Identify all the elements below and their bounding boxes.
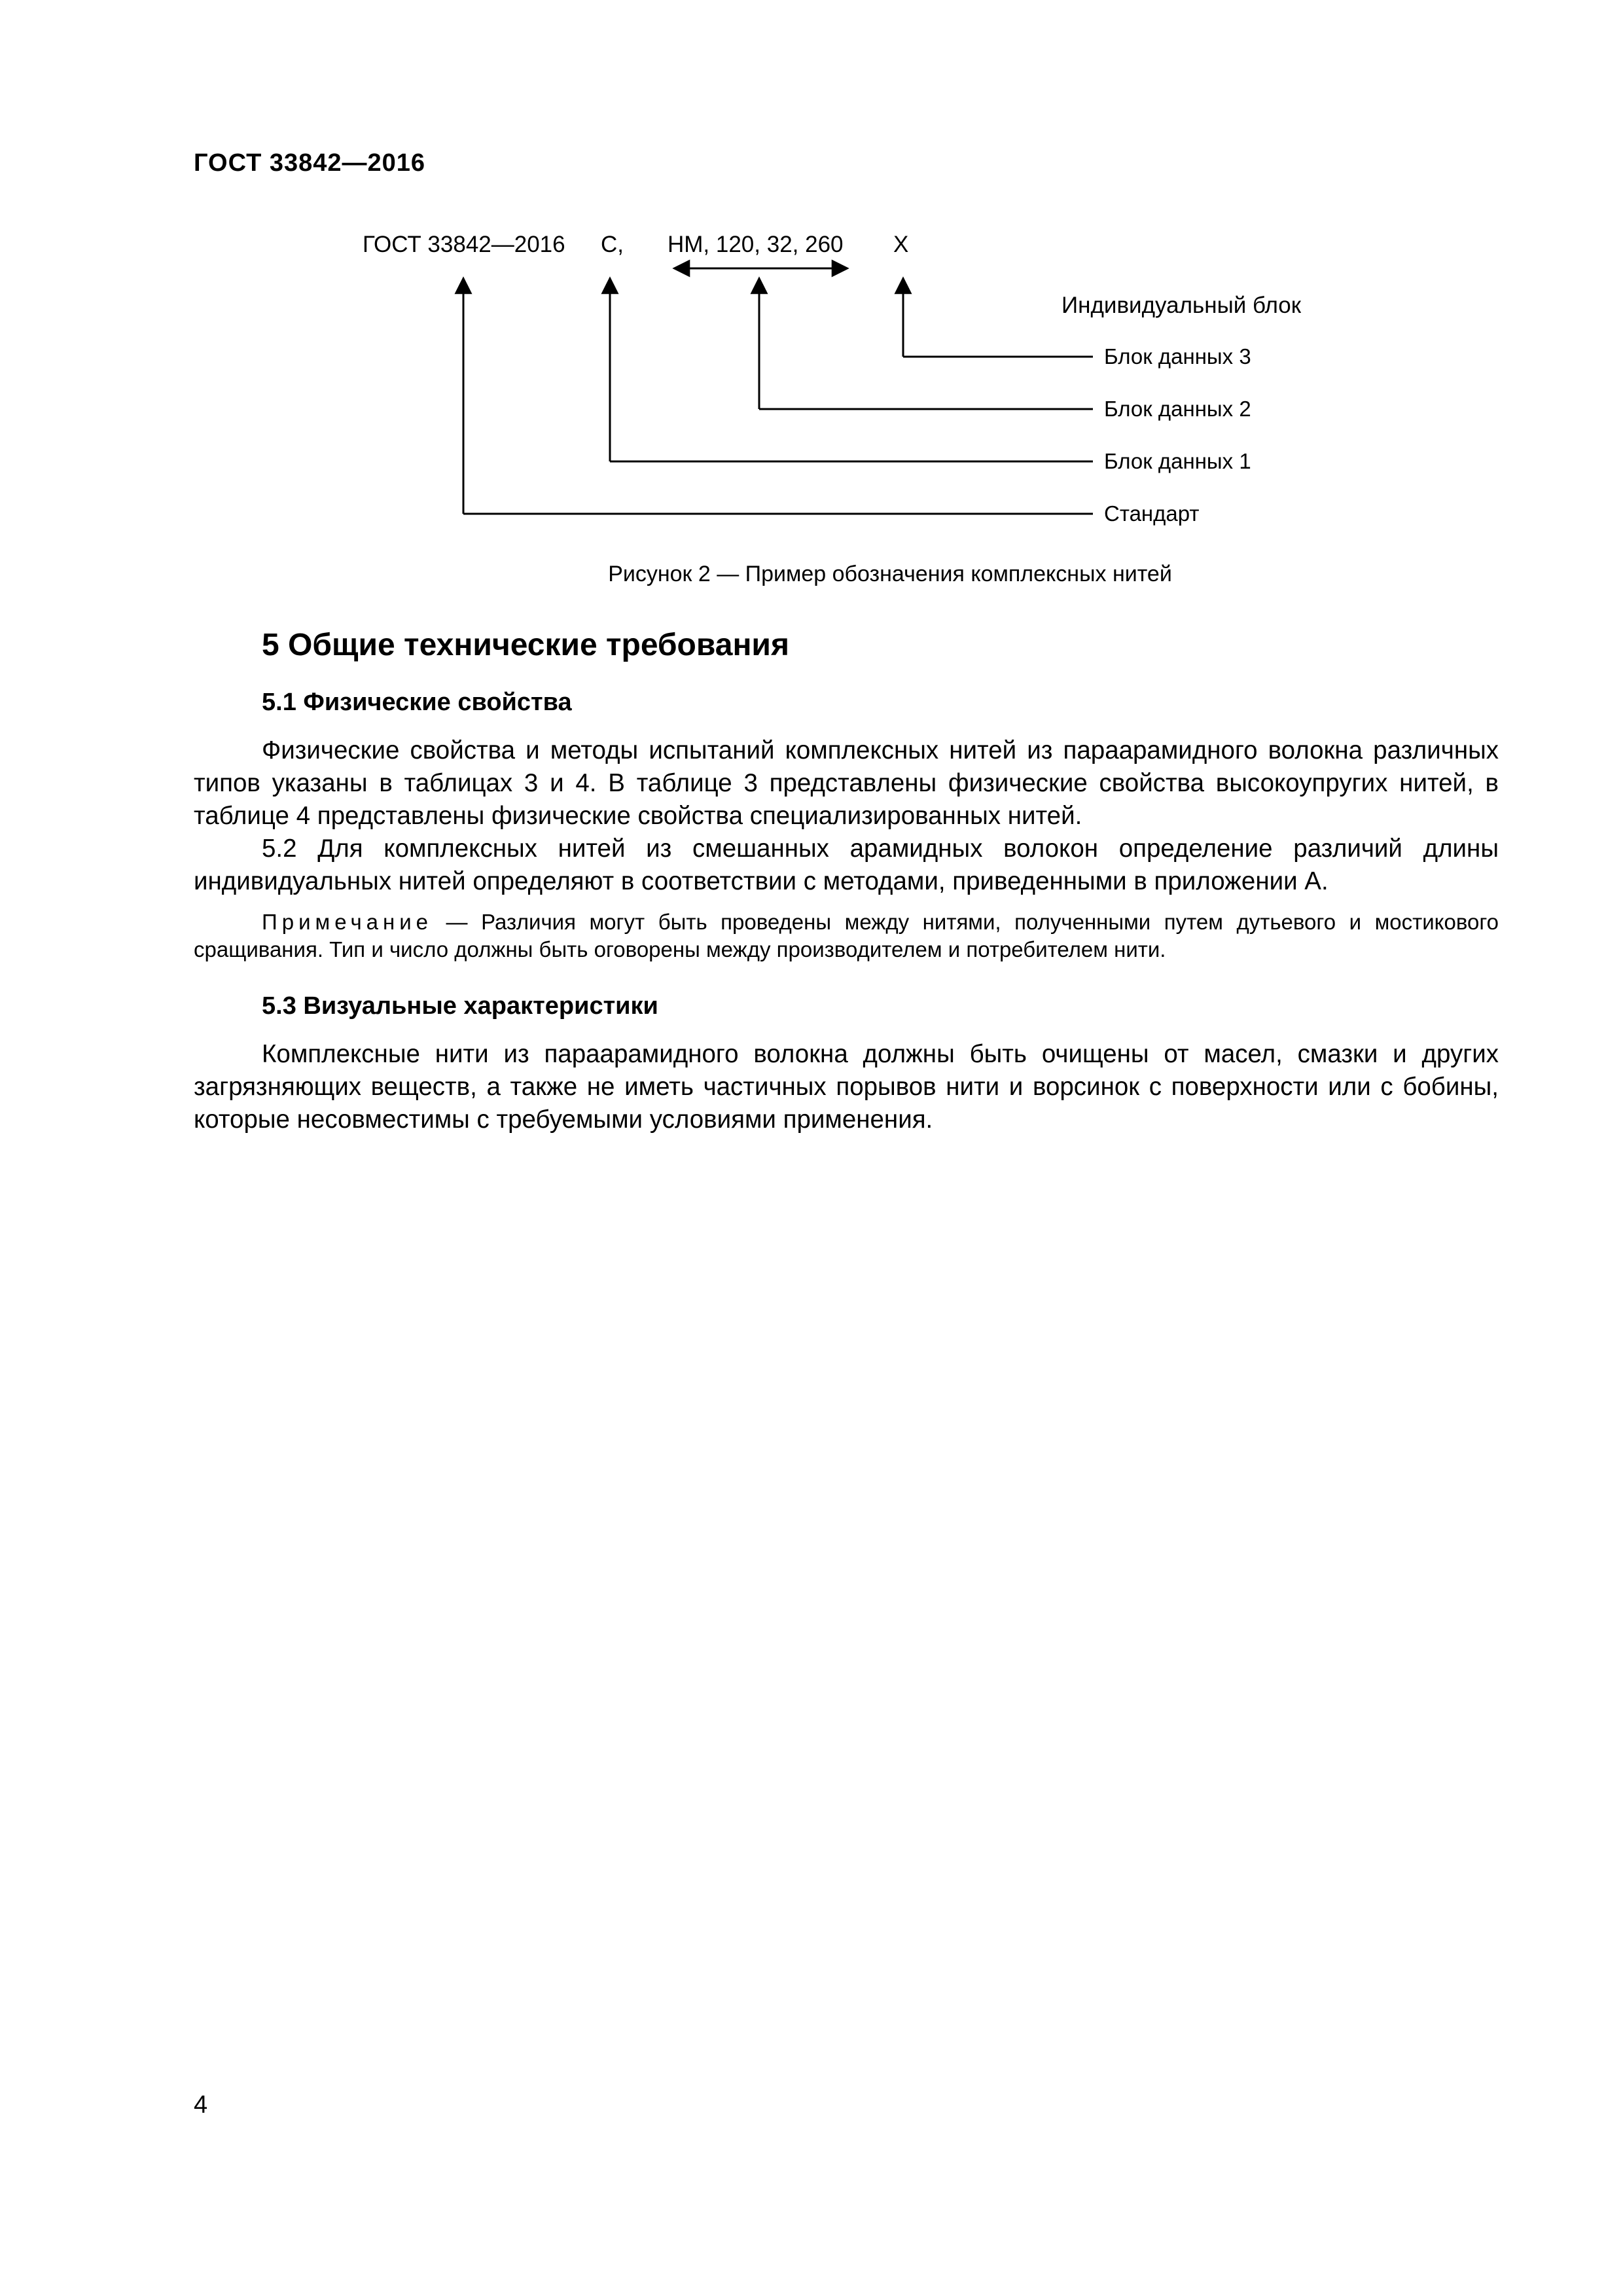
subsection-5-3-title: 5.3 Визуальные характеристики: [262, 992, 658, 1020]
designation-block2: НМ, 120, 32, 260: [668, 232, 844, 257]
document-header: ГОСТ 33842—2016: [194, 149, 426, 177]
paragraph-5-2: 5.2 Для комплексных нитей из смешанных арамидных волокон определение различий длины индивидуальных нитей определяют в соответствии с методами, приведенными в приложении А.: [194, 834, 1499, 895]
designation-standard: ГОСТ 33842—2016: [363, 232, 565, 257]
note-text: — Различия могут быть проведены между нитями, полученными путем дутьевого и мостикового сращивания. Тип и число должны быть оговорены между производителем и потребителем нити.: [194, 910, 1499, 961]
label-individual-block: Индивидуальный блок: [1061, 293, 1302, 318]
label-data-block-3: Блок данных 3: [1104, 344, 1251, 368]
label-data-block-1: Блок данных 1: [1104, 449, 1251, 473]
figure-caption: Рисунок 2 — Пример обозначения комплексных нитей: [608, 562, 1172, 586]
subsection-5-1-title: 5.1 Физические свойства: [262, 689, 572, 716]
page-number: 4: [194, 2091, 208, 2119]
label-data-block-2: Блок данных 2: [1104, 397, 1251, 421]
label-standard: Стандарт: [1104, 501, 1200, 526]
designation-figure: [340, 229, 1361, 537]
designation-block3: Х: [893, 232, 909, 257]
designation-diagram: [340, 229, 1361, 537]
section-title: 5 Общие технические требования: [262, 628, 789, 662]
paragraph-5-1: Физические свойства и методы испытаний комплексных нитей из параарамидного волокна различных типов указаны в таблицах 3 и 4. В таблице 3 представлены физические свойства высокоупругих нитей, в таблице 4 представлены физические свойства специализированных нитей.: [194, 736, 1499, 830]
note-label: Примечание: [262, 910, 433, 934]
paragraph-5-3: Комплексные нити из параарамидного волокна должны быть очищены от масел, смазки и других загрязняющих веществ, а также не иметь частичных порывов нити и ворсинок с поверхности или с бобины, которые несовместимы с требуемыми условиями применения.: [194, 1040, 1499, 1134]
designation-block1: С,: [601, 232, 624, 257]
note: [194, 908, 1499, 963]
